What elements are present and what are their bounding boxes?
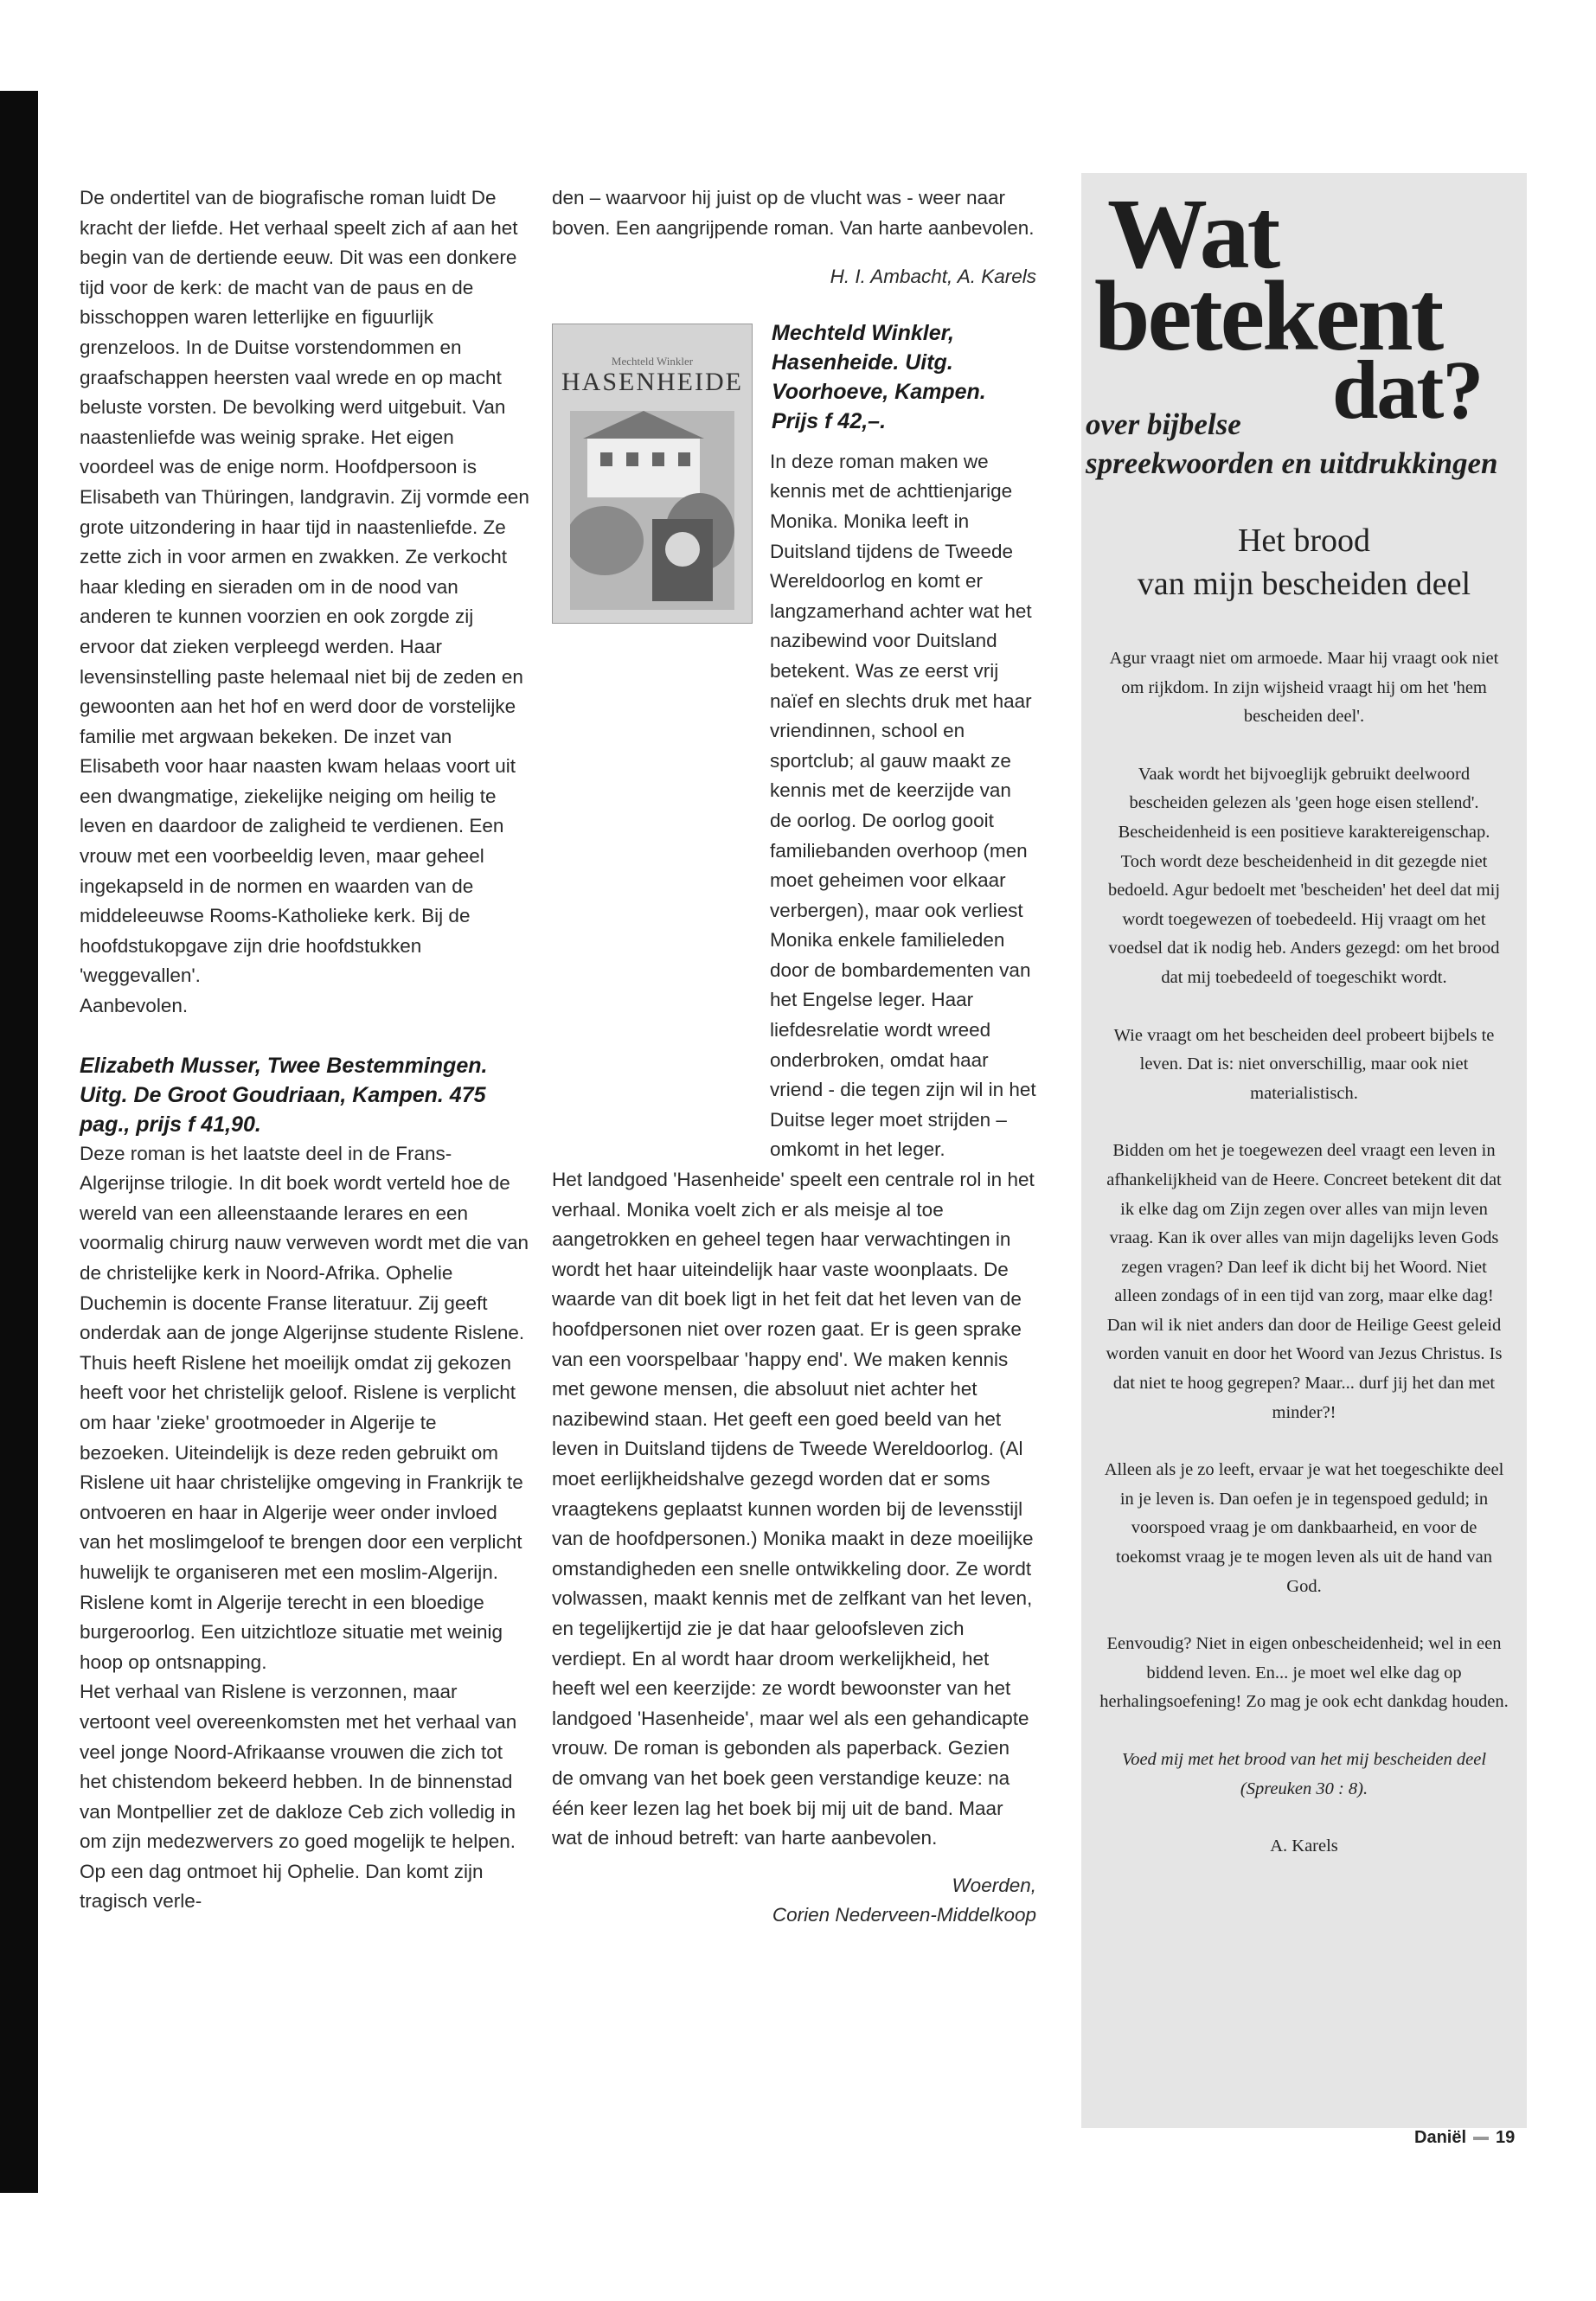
poem-stanza: Alleen als je zo leeft, ervaar je wat het toegeschikte deel in je leven is. Dan oefen je in tegenspoed geduld; in voorspoed vraag je om dankbaarheid, en voor de toekomst vraag je te mogen leven als uit de hand van God.: [1104, 1460, 1504, 1596]
poem-title-line-1: Het brood: [1237, 522, 1371, 559]
sidebar-subtitle: [1086, 405, 1527, 483]
review-2-body-3: den – waarvoor hij juist op de vlucht was - weer naar boven. Een aangrijpende roman. Van harte aanbevolen.: [552, 187, 1035, 239]
article-column-1: [80, 183, 529, 1917]
review-3-body-2: Het landgoed 'Hasenheide' speelt een centrale rol in het verhaal. Monika voelt zich er als meisje al toe aangetrokken en geheel tegen haar verwachtingen in wordt het haar uiteindelijk haar vaste woonplaats. De waarde van dit boek ligt in het feit dat het leven van de hoofdpersonen niet over rozen gaat. Er is geen sprake van een voorspelbaar 'happy end'. We maken kennis met gewone mensen, die absoluut niet achter het nazibewind staan. Het geeft een goed beeld van het leven in Duitsland tijdens de Tweede Wereldoorlog. (Al moet eerlijkheidshalve gezegd worden dat er soms vraagtekens geplaatst kunnen worden bij de levensstijl van de hoofdpersonen.) Monika maakt in deze moeilijke omstandigheden een snelle ontwikkeling door. Ze wordt volwassen, maakt kennis met de zelfkant van het leven, en tegelijkertijd zie je dat haar geloofsleven zich verdiept. En al wordt haar droom werkelijkheid, het heeft wel een keerzijde: ze wordt bewoonster van het landgoed 'Hasenheide', maar wel als een gehandicapte vrouw. De roman is gebonden als paperback. Gezien de omvang van het boek geen verstandige keuze: na één keer lezen lag het boek bij mij uit de band. Maar wat de inhoud betreft: van harte aanbevolen.: [552, 1169, 1035, 1849]
subtitle-line-2: spreekwoorden en uitdrukkingen: [1086, 446, 1498, 480]
review-3-heading: Mechteld Winkler, Hasenheide. Uitg. Voorhoeve, Kampen. Prijs f 42,–.: [772, 320, 986, 433]
scan-edge-bar: [0, 91, 38, 2193]
review-2-body-1: Deze roman is het laatste deel in de Frans-Algerijnse trilogie. In dit boek wordt verteld hoe de wereld van een alleenstaande lerares en een voormalig chirurg nauw verweven wordt met die van de christelijke kerk in Noord-Afrika. Ophelie Duchemin is docente Franse literatuur. Zij geeft onderdak aan de jonge Algerijnse studente Rislene. Thuis heeft Rislene het moeilijk omdat zij gekozen heeft voor het christelijk geloof. Rislene is verplicht om haar 'zieke' grootmoeder in Algerije te bezoeken. Uiteindelijk is deze reden gebruikt om Rislene uit haar christelijke omgeving in Frankrijk te ontvoeren en haar in Algerije weer onder invloed van het moslimgeloof te brengen door een verplicht huwelijk te organiseren met een moslim-Algerijn. Rislene komt in Algerije terecht in een bloedige burgeroorlog. Een uitzichtloze situatie met weinig hoop op ontsnapping.: [80, 1142, 529, 1673]
poem-stanza: Bidden om het je toegewezen deel vraagt een leven in afhankelijkheid van de Heere. Concreet betekent dit dat ik elke dag om Zijn zegen over alles van mijn leven vraag. Kan ik over alles van mijn dagelijks leven Gods zegen vragen? Dan leef ik dicht bij het Woord. Niet alleen zondags of in een tijd van zorg, maar elke dag! Dan wil ik niet anders dan door de Heilige Geest geleid worden vanuit en door het Woord van Jezus Christus. Is dat niet te hoog gegrepen? Maar... durf jij het dan met minder?!: [1106, 1141, 1503, 1422]
review-3-body-1: In deze roman maken we kennis met de achttienjarige Monika. Monika leeft in Duitsland tijdens de Tweede Wereldoorlog en komt er langzamerhand achter wat het nazibewind voor Duitsland betekent. Was ze eerst vrij naïef en slechts druk met haar vriendinnen, school en sportclub; al gauw maakt ze kennis met de keerzijde van de oorlog. De oorlog gooit familiebanden overhoop (men moet geheimen voor elkaar verbergen), maar ook verliest Monika enkele familieleden door de bombardementen van het Engelse leger. Haar liefdesrelatie wordt wreed onderbroken, omdat haar vriend - die tegen zijn wil in het Duitse leger moet strijden – omkomt in het leger.: [770, 450, 1036, 1161]
bible-verse: Voed mij met het brood van het mij bescheiden deel (Spreuken 30 : 8).: [1121, 1750, 1487, 1798]
book-cover-image: [552, 324, 753, 624]
footer-separator: [1473, 2137, 1489, 2140]
heading-line-2: betekent: [1094, 261, 1442, 372]
review-1-body: De ondertitel van de biografische roman luidt De kracht der liefde. Het verhaal speelt zich af aan het begin van de dertiende eeuw. Dit was een donkere tijd voor de kerk: de macht van de paus en de bisschoppen waren letterlijke en figuurlijk grenzeloos. In de Duitse vorstendommen en graafschappen heersten vaal wrede en op macht beluste vorsten. De bevolking werd uitgebuit. Van naastenliefde was weinig sprake. Het eigen voordeel was de enige norm. Hoofdpersoon is Elisabeth van Thüringen, landgravin. Zij vormde een grote uitzondering in haar tijd in naastenliefde. Ze zette zich in voor armen en zwakken. Ze verkocht haar kleding en sieraden om in de nood van anderen te kunnen voorzien en ook zorgde zij ervoor dat zieken verpleegd werden. Haar levensinstelling paste helemaal niet bij de zeden en gewoonten aan het hof en werd door de vorstelijke familie met argwaan bekeken. De inzet van Elisabeth voor haar naasten kwam helaas voort uit een dwangmatige, ziekelijke neiging om heilig te leven en daardoor de zaligheid te verdienen. Een vrouw met een voorbeeldig leven, maar geheel ingekapseld in de normen en waarden van de middeleeuwse Rooms-Katholieke kerk. Bij de hoofdstukopgave zijn drie hoofdstukken 'weggevallen'.: [80, 187, 529, 987]
review-2-body-2: Het verhaal van Rislene is verzonnen, maar vertoont veel overeenkomsten met het verhaal van veel jonge Noord-Afrikaanse vrouwen die zich tot het chistendom bekeerd hebben. In de binnenstad van Montpellier zet de dakloze Ceb zich volledig in om zijn medezwervers zo goed mogelijk te helpen. Op een dag ontmoet hij Ophelie. Dan komt zijn tragisch verle-: [80, 1681, 517, 1913]
poem-signature: A. Karels: [1270, 1836, 1338, 1856]
poem-title: [1081, 519, 1527, 606]
subtitle-line-1: over bijbelse: [1086, 407, 1241, 441]
book-cover-illustration: [570, 411, 734, 610]
poem-title-line-2: van mijn bescheiden deel: [1137, 566, 1471, 602]
article-column-2: [552, 183, 1036, 1931]
review-3-credit-place: Woerden,: [952, 1874, 1036, 1896]
heading-line-1: Wat: [1107, 179, 1279, 290]
sidebar-box: [1081, 173, 1527, 2128]
poem-stanza: Wie vraagt om het bescheiden deel probeert bijbels te leven. Dat is: niet onverschillig, maar ook niet materialistisch.: [1113, 1025, 1495, 1103]
book-cover-title: HASENHEIDE: [561, 367, 743, 396]
review-2-credit: H. I. Ambacht, A. Karels: [830, 266, 1036, 288]
poem-stanza: Eenvoudig? Niet in eigen onbescheidenheid; wel in een biddend leven. En... je moet wel elke dag op herhalingsoefening! Zo mag je ook echt dankdag houden.: [1099, 1634, 1509, 1712]
magazine-name: Daniël: [1414, 2128, 1467, 2147]
book-cover-author: Mechteld Winkler: [611, 354, 694, 368]
review-2-heading: Elizabeth Musser, Twee Bestemmingen. Uitg. De Groot Goudriaan, Kampen. 475 pag., prijs f 41,90.: [80, 1053, 488, 1137]
page-number: 19: [1496, 2128, 1516, 2147]
poem-stanza: Agur vraagt niet om armoede. Maar hij vraagt ook niet om rijkdom. In zijn wijsheid vraagt hij om het 'hem bescheiden deel'.: [1109, 649, 1499, 727]
poem-body: [1099, 644, 1509, 1890]
review-1-verdict: Aanbevolen.: [80, 995, 189, 1017]
review-3-credit-name: Corien Nederveen-Middelkoop: [772, 1904, 1036, 1926]
heading-line-3: dat?: [1332, 343, 1483, 436]
poem-stanza: Vaak wordt het bijvoeglijk gebruikt deelwoord bescheiden gelezen als 'geen hoge eisen stellend'. Bescheidenheid is een positieve karaktereigenschap. Toch wordt deze bescheidenheid in dit gezegde niet bedoeld. Agur bedoelt met 'bescheiden' het deel dat mij wordt toegewezen of toebedeeld. Hij vraagt om het voedsel dat ik nodig heb. Anders gezegd: om het brood dat mij toebedeeld of toegeschikt wordt.: [1107, 764, 1501, 987]
page-footer: [1414, 2128, 1515, 2148]
